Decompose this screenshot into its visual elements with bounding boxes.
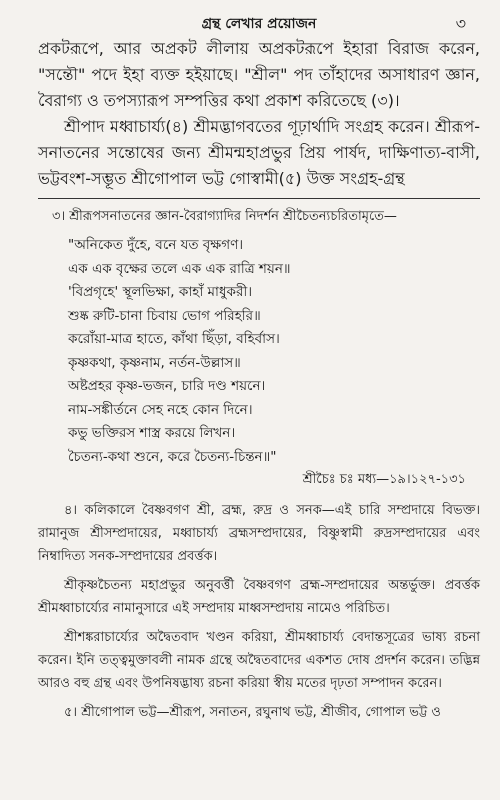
paragraph-1: প্রকটরূপে, আর অপ্রকট লীলায় অপ্রকটরূপে ইহারা বিরাজ করেন, "সন্তৌ" পদে ইহা ব্যক্ত হইয়াছে। "শ্রীল" পদ তাঁহাদের অসাধারণ জ্ঞান, বৈরাগ্য ও তপস্যারূপ সম্পত্তির কথা প্রকাশ করিতেছে (৩)। <box>38 39 480 110</box>
verse-line: শুষ্ক রুটি-চানা চিবায় ভোগ পরিহরি॥ <box>68 307 261 324</box>
verse-citation: শ্রীচৈঃ চঃ মধ্য—১৯।১২৭-১৩১ <box>302 472 466 487</box>
footnote-4-b: শ্রীকৃষ্ণচৈতন্য মহাপ্রভুর অনুবর্ত্তী বৈষ্ণবগণ ব্রহ্ম-সম্প্রদায়ের অন্তর্ভুক্ত। প্রবর্ত্তক শ্রীমধ্বাচার্য্যের নামানুসারে এই সম্প্রদায় মাধ্বসম্প্রদায় নামেও পরিচিত। <box>38 578 480 616</box>
footnote-divider <box>38 198 480 199</box>
paragraph-2: শ্রীপাদ মধ্বাচার্য্য(৪) শ্রীমদ্ভাগবতের গূঢ়ার্থাদি সংগ্রহ করেন। শ্রীরূপ-সনাতনের সন্তোষের জন্য শ্রীমন্মহাপ্রভুর প্রিয় পার্ষদ, দাক্ষিণাত্য-বাসী, ভট্টবংশ-সম্ভূত শ্রীগোপাল ভট্ট গোস্বামী(৫) উক্ত সংগ্রহ-গ্রন্থ <box>38 117 480 188</box>
running-header <box>38 12 480 36</box>
footnote-3-lead: ৩। শ্রীরূপসনাতনের জ্ঞান-বৈরাগ্যাদির নিদর্শন শ্রীচৈতন্যচরিতামৃতে— <box>52 209 397 224</box>
footnote-4-c: শ্রীশঙ্করাচার্য্যের অদ্বৈতবাদ খণ্ডন করিয়া, শ্রীমধ্বাচার্য্য বেদান্তসূত্রের ভাষ্য রচনা করেন। ইনি তত্ত্বমুক্তাবলী নামক গ্রন্থে অদ্বৈতবাদের একশত দোষ প্রদর্শন করেন। তদ্ভিন্ন আরও বহু গ্রন্থ এবং উপনিষদ্ভাষ্য রচনা করিয়া স্বীয় মতের দৃঢ়তা সম্পাদন করেন। <box>38 630 480 691</box>
verse-line: নাম-সঙ্কীর্তনে সেহ নহে কোন দিনে। <box>68 401 253 418</box>
verse-line: কভু ভক্তিরস শাস্ত্র করয়ে লিখন। <box>68 425 236 441</box>
verse-line: করোঁয়া-মাত্র হাতে, কাঁথা ছিঁড়া, বহির্বাস। <box>68 331 280 347</box>
verse-line: "অনিকেত দুঁহে, বনে যত বৃক্ষগণ। <box>68 237 244 253</box>
footnotes <box>38 205 480 724</box>
verse-line: এক এক বৃক্ষের তলে এক এক রাত্রি শয়ন॥ <box>68 260 291 277</box>
footnote-4-a: ৪। কলিকালে বৈষ্ণবগণ শ্রী, ব্রহ্ম, রুদ্র ও সনক—এই চারি সম্প্রদায়ে বিভক্ত। রামানুজ শ্রীসম্প্রদায়ের, মধ্বাচার্য্য ব্রহ্মসম্প্রদায়ের, বিষ্ণুস্বামী রুদ্রসম্প্রদায়ের এবং নিম্বাদিত্য সনক-সম্প্রদায়ের প্রবর্ত্তক। <box>38 503 480 564</box>
verse-block <box>68 234 480 469</box>
footnote-5-a: ৫। শ্রীগোপাল ভট্ট—শ্রীরূপ, সনাতন, রঘুনাথ ভট্ট, শ্রীজীব, গোপাল ভট্ট ও <box>64 705 441 720</box>
verse-line: চৈতন্য-কথা শুনে, করে চৈতন্য-চিন্তন॥" <box>68 448 277 465</box>
verse-line: অষ্টপ্রহর কৃষ্ণ-ভজন, চারি দণ্ড শয়নে। <box>68 378 266 394</box>
verse-line: 'বিপ্রগৃহে' স্থূলভিক্ষা, কাহাঁ মাধুকরী। <box>68 284 253 300</box>
page-number: ৩ <box>455 14 466 33</box>
chapter-title: গ্রন্থ লেখার প্রয়োজন <box>201 16 317 32</box>
verse-line: কৃষ্ণকথা, কৃষ্ণনাম, নর্তন-উল্লাস॥ <box>68 354 241 371</box>
main-text <box>38 36 480 192</box>
